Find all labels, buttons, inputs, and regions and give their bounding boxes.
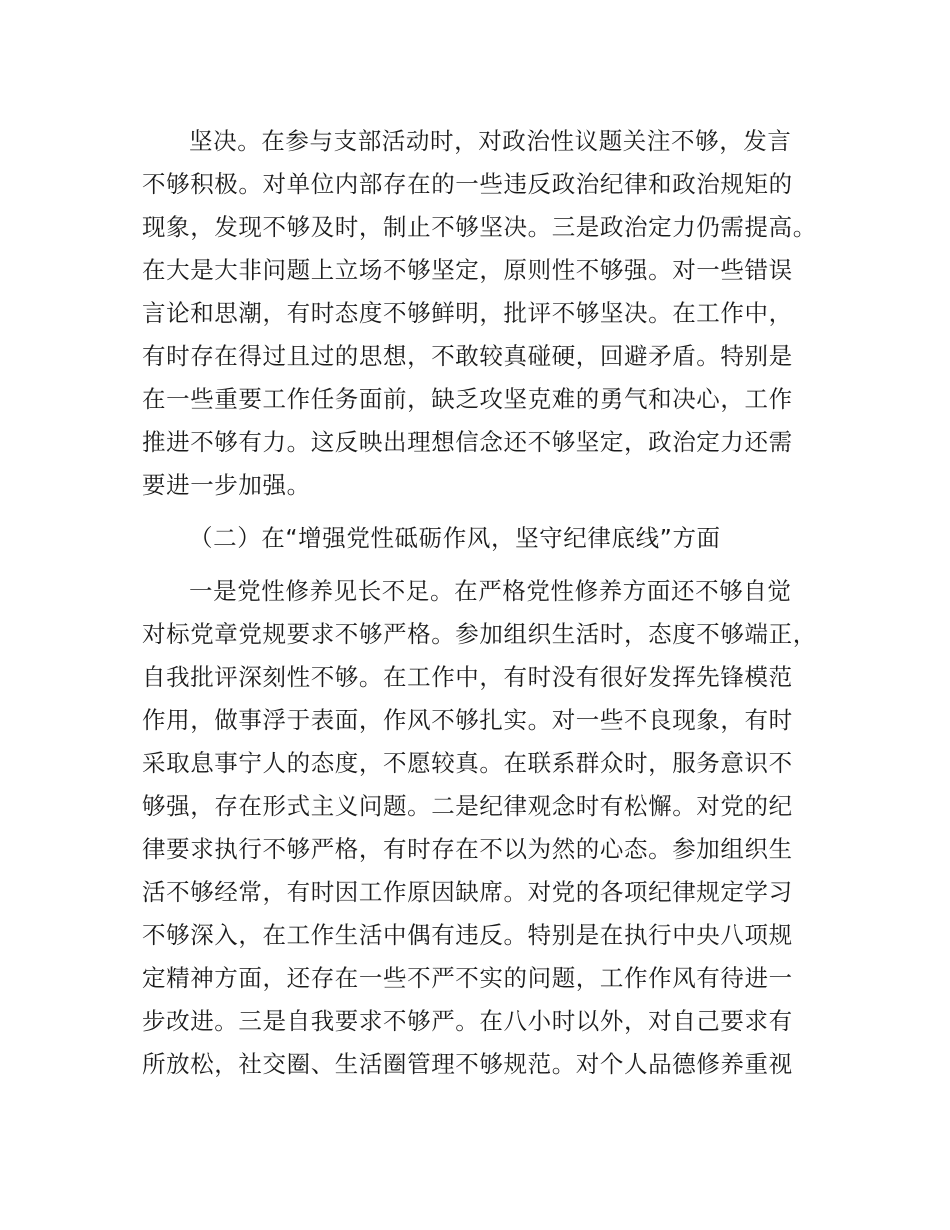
text-line-19: 不够深入，在工作生活中偶有违反。特别是在执行中央八项规 <box>142 921 793 949</box>
text-line-14: 作用，做事浮于表面，作风不够扎实。对一些不良现象，有时 <box>142 706 793 734</box>
text-line-20: 定精神方面，还存在一些不严不实的问题，工作作风有待进一 <box>142 964 793 992</box>
text-line-15: 采取息事宁人的态度，不愿较真。在联系群众时，服务意识不 <box>142 749 793 777</box>
text-line-9: 要进一步加强。 <box>142 471 311 499</box>
text-line-17: 律要求执行不够严格，有时存在不以为然的心态。参加组织生 <box>142 835 793 863</box>
text-line-21: 步改进。三是自我要求不够严。在八小时以外，对自己要求有 <box>142 1007 793 1035</box>
text-line-11: 一是党性修养见长不足。在严格党性修养方面还不够自觉 <box>189 577 792 605</box>
text-line-1: 坚决。在参与支部活动时，对政治性议题关注不够，发言 <box>189 127 792 155</box>
section-heading: （二）在“增强党性砥砺作风，坚守纪律底线”方面 <box>189 524 721 552</box>
text-line-7: 在一些重要工作任务面前，缺乏攻坚克难的勇气和决心，工作 <box>142 385 793 413</box>
text-line-2: 不够积极。对单位内部存在的一些违反政治纪律和政治规矩的 <box>142 170 793 198</box>
text-line-16: 够强，存在形式主义问题。二是纪律观念时有松懈。对党的纪 <box>142 792 793 820</box>
text-line-3: 现象，发现不够及时，制止不够坚决。三是政治定力仍需提高。 <box>142 213 817 241</box>
text-line-8: 推进不够有力。这反映出理想信念还不够坚定，政治定力还需 <box>142 428 793 456</box>
text-line-4: 在大是大非问题上立场不够坚定，原则性不够强。对一些错误 <box>142 256 793 284</box>
text-line-5: 言论和思潮，有时态度不够鲜明，批评不够坚决。在工作中， <box>142 299 793 327</box>
text-line-12: 对标党章党规要求不够严格。参加组织生活时，态度不够端正， <box>142 620 817 648</box>
text-line-18: 活不够经常，有时因工作原因缺席。对党的各项纪律规定学习 <box>142 878 793 906</box>
text-line-6: 有时存在得过且过的思想，不敢较真碰硬，回避矛盾。特别是 <box>142 342 793 370</box>
text-line-13: 自我批评深刻性不够。在工作中，有时没有很好发挥先锋模范 <box>142 663 793 691</box>
text-line-22: 所放松，社交圈、生活圈管理不够规范。对个人品德修养重视 <box>142 1050 793 1078</box>
